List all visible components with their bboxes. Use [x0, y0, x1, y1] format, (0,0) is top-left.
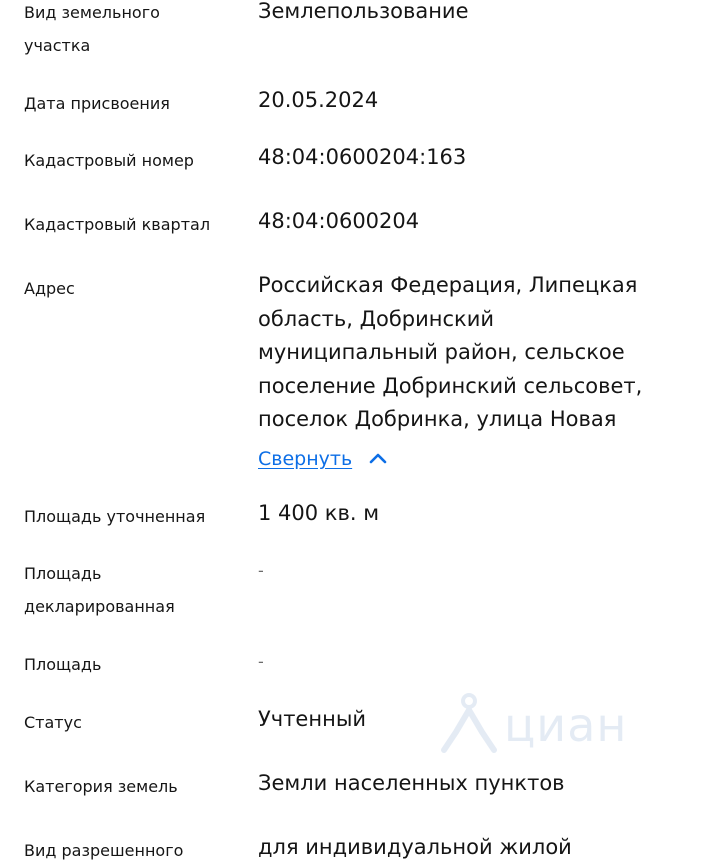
- area-specified-value: 1 400 кв. м: [258, 501, 380, 525]
- permitted-use-label: Вид разрешенного: [24, 841, 184, 860]
- watermark-text: циан: [504, 698, 628, 752]
- assign-date-label: Дата присвоения: [24, 94, 170, 113]
- collapse-address-button[interactable]: [258, 446, 390, 472]
- collapse-address-label[interactable]: Свернуть: [258, 448, 353, 470]
- cian-logo-icon: [440, 692, 498, 758]
- land-category-label: Категория земель: [24, 777, 178, 796]
- cadastral-number-label: Кадастровый номер: [24, 151, 194, 170]
- plot-type-label: Вид земельного участка: [24, 3, 160, 55]
- plot-type-value: Землепользование: [258, 0, 469, 23]
- address-label: Адрес: [24, 279, 75, 298]
- cadastral-quarter-label: Кадастровый квартал: [24, 215, 211, 234]
- status-value: Учтенный: [258, 707, 367, 731]
- area-specified-label: Площадь уточненная: [24, 507, 206, 526]
- assign-date-value: 20.05.2024: [258, 88, 379, 112]
- chevron-up-icon[interactable]: [366, 447, 390, 471]
- area-label: Площадь: [24, 655, 102, 674]
- address-value: Российская Федерация, Липецкая область, Добринский муниципальный район, сельское поселение Добринский сельсовет, поселок Добринка, улица Новая: [258, 273, 643, 431]
- area-value: -: [258, 652, 264, 671]
- cadastral-quarter-value: 48:04:0600204: [258, 209, 420, 233]
- status-label: Статус: [24, 713, 82, 732]
- area-declared-label: Площадь декларированная: [24, 564, 175, 616]
- permitted-use-value: для индивидуальной жилой: [258, 835, 572, 859]
- cian-watermark: [440, 690, 650, 760]
- land-category-value: Земли населенных пунктов: [258, 771, 565, 795]
- area-declared-value: -: [258, 561, 264, 580]
- cadastral-number-value: 48:04:0600204:163: [258, 145, 467, 169]
